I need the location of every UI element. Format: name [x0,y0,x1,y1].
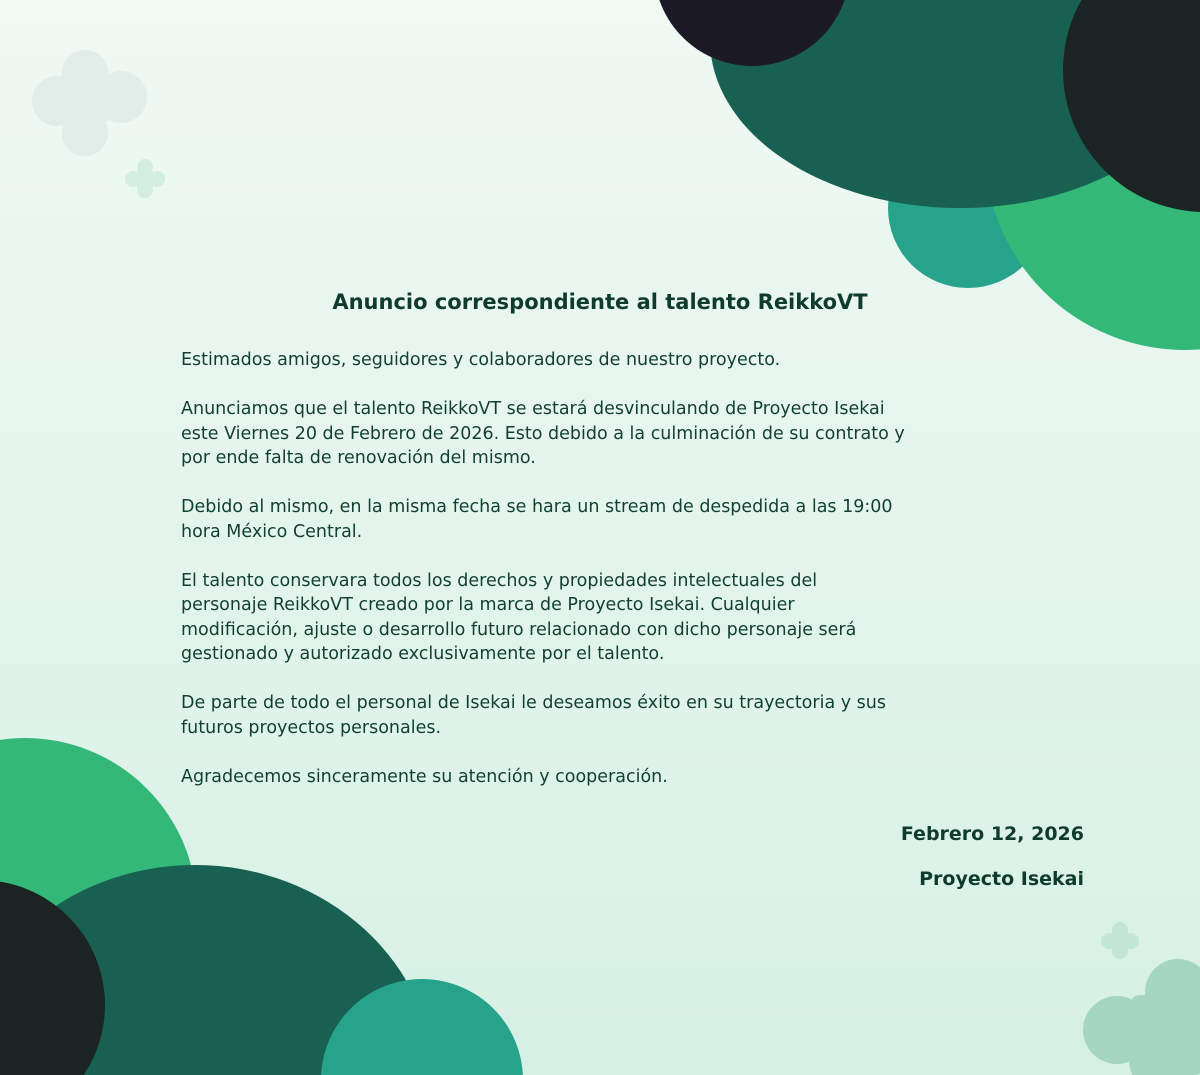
paragraph-wishes: De parte de todo el personal de Isekai le deseamos éxito en su trayectoria y sus futuros proyectos personales. [181,693,886,738]
paragraph-stream: Debido al mismo, en la misma fecha se hara un stream de despedida a las 19:00 hora México Central. [181,497,893,542]
announcement-title: Anuncio correspondiente al talento ReikkoVT [332,290,868,314]
paragraph-rights: El talento conservara todos los derechos y propiedades intelectuales del personaje ReikkoVT creado por la marca de Proyecto Isekai. Cualquier modificación, ajuste o desarrollo futuro relacionado con dicho personaje será gestionado y autorizado exclusivamente por el talento. [181,570,857,664]
signature-organization: Proyecto Isekai [919,868,1084,890]
paragraph-thanks: Agradecemos sinceramente su atención y cooperación. [181,766,668,787]
paragraph-departure: Anunciamos que el talento ReikkoVT se estará desvinculando de Proyecto Isekai este Viernes 20 de Febrero de 2026. Esto debido a la culminación de su contrato y por ende falta de renovación del mismo. [181,399,905,468]
announcement-body [181,348,1061,814]
paragraph-greeting: Estimados amigos, seguidores y colaboradores de nuestro proyecto. [181,350,781,370]
signature-date: Febrero 12, 2026 [900,823,1084,845]
